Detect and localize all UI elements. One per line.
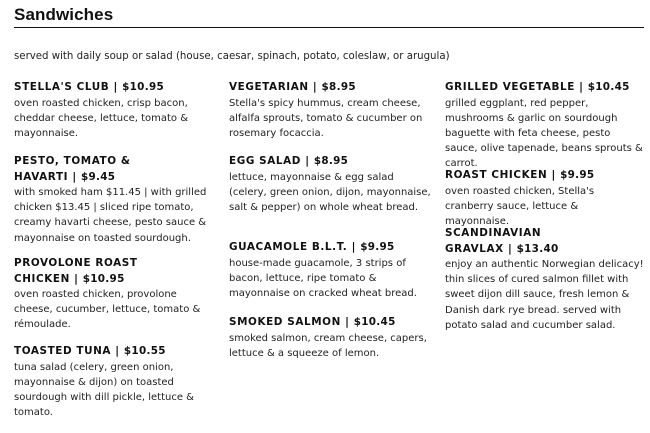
item-description: enjoy an authentic Norwegian delicacy! thin slices of cured salmon fillet with sweet dijon dill sauce, fresh lemon & Danish dark rye bread. served with potato salad and cucumber salad. bbox=[445, 259, 644, 331]
menu-item-scandinavian-gravlax bbox=[445, 226, 645, 333]
item-description: Stella's spicy hummus, cream cheese, alfalfa sprouts, tomato & cucumber on rosemary focaccia. bbox=[229, 97, 423, 139]
item-name: GUACAMOLE B.L.T. | bbox=[229, 241, 361, 253]
menu-item-smoked-salmon bbox=[229, 315, 434, 361]
item-price: $9.45 bbox=[80, 170, 116, 183]
section-title: Sandwiches bbox=[14, 5, 114, 24]
item-description: house-made guacamole, 3 strips of bacon, lettuce, ripe tomato & mayonnaise on cracked wheat bread. bbox=[229, 257, 417, 299]
item-name: PESTO, TOMATO & HAVARTI | bbox=[14, 155, 131, 183]
menu-item-roast-chicken bbox=[445, 168, 645, 229]
item-description: tuna salad (celery, green onion, mayonnaise & dijon) on toasted sourdough with dill pickle, lettuce & tomato. bbox=[14, 361, 194, 419]
item-price: $10.95 bbox=[122, 81, 165, 93]
menu-item-pesto-tomato-havarti bbox=[14, 154, 214, 246]
item-name: GRILLED VEGETABLE | bbox=[445, 81, 588, 93]
item-description: smoked salmon, cream cheese, capers, lettuce & a squeeze of lemon. bbox=[229, 332, 427, 359]
item-price: $10.55 bbox=[123, 345, 166, 357]
item-name: ROAST CHICKEN | bbox=[445, 169, 561, 181]
item-description: lettuce, mayonnaise & egg salad (celery, green onion, dijon, mayonnaise, salt & pepper) on whole wheat bread. bbox=[229, 171, 431, 213]
item-description: oven roasted chicken, provolone cheese, cucumber, lettuce, tomato & rémoulade. bbox=[14, 289, 201, 331]
item-description: oven roasted chicken, crisp bacon, cheddar cheese, lettuce, tomato & mayonnaise. bbox=[14, 97, 189, 139]
item-description: with smoked ham $11.45 | with grilled chicken $13.45 | sliced ripe tomato, creamy havarti cheese, pesto sauce & mayonnaise on toasted sourdough. bbox=[14, 187, 207, 244]
item-name: TOASTED TUNA | bbox=[14, 345, 124, 357]
item-price: $13.40 bbox=[516, 242, 559, 255]
item-price: $9.95 bbox=[360, 241, 395, 253]
item-description: oven roasted chicken, Stella's cranberry sauce, lettuce & mayonnaise. bbox=[445, 185, 595, 227]
item-name: VEGETARIAN | bbox=[229, 81, 322, 93]
item-price: $10.45 bbox=[587, 81, 630, 93]
menu-item-toasted-tuna bbox=[14, 344, 214, 420]
item-price: $8.95 bbox=[321, 81, 356, 93]
menu-item-vegetarian bbox=[229, 80, 434, 141]
section-subtitle: served with daily soup or salad (house, caesar, spinach, potato, coleslaw, or arugula) bbox=[14, 51, 450, 62]
item-name: SCANDINAVIAN GRAVLAX | bbox=[445, 227, 542, 255]
menu-item-stellas-club bbox=[14, 80, 214, 141]
item-price: $10.45 bbox=[353, 316, 396, 328]
item-name: EGG SALAD | bbox=[229, 155, 314, 167]
item-name: STELLA'S CLUB | bbox=[14, 81, 123, 93]
item-name: PROVOLONE ROAST CHICKEN | bbox=[14, 257, 138, 285]
menu-item-grilled-vegetable bbox=[445, 80, 645, 172]
item-name: SMOKED SALMON | bbox=[229, 316, 354, 328]
item-description: grilled eggplant, red pepper, mushrooms & garlic on sourdough baguette with feta cheese, pesto sauce, olive tapenade, beans sprouts & carrot. bbox=[445, 97, 643, 170]
menu-item-guacamole-blt bbox=[229, 240, 434, 301]
item-price: $10.95 bbox=[82, 272, 125, 285]
menu-item-egg-salad bbox=[229, 154, 434, 215]
item-price: $8.95 bbox=[313, 155, 349, 167]
title-divider bbox=[14, 27, 644, 28]
item-price: $9.95 bbox=[560, 169, 595, 181]
menu-item-provolone-roast-chicken bbox=[14, 256, 214, 333]
